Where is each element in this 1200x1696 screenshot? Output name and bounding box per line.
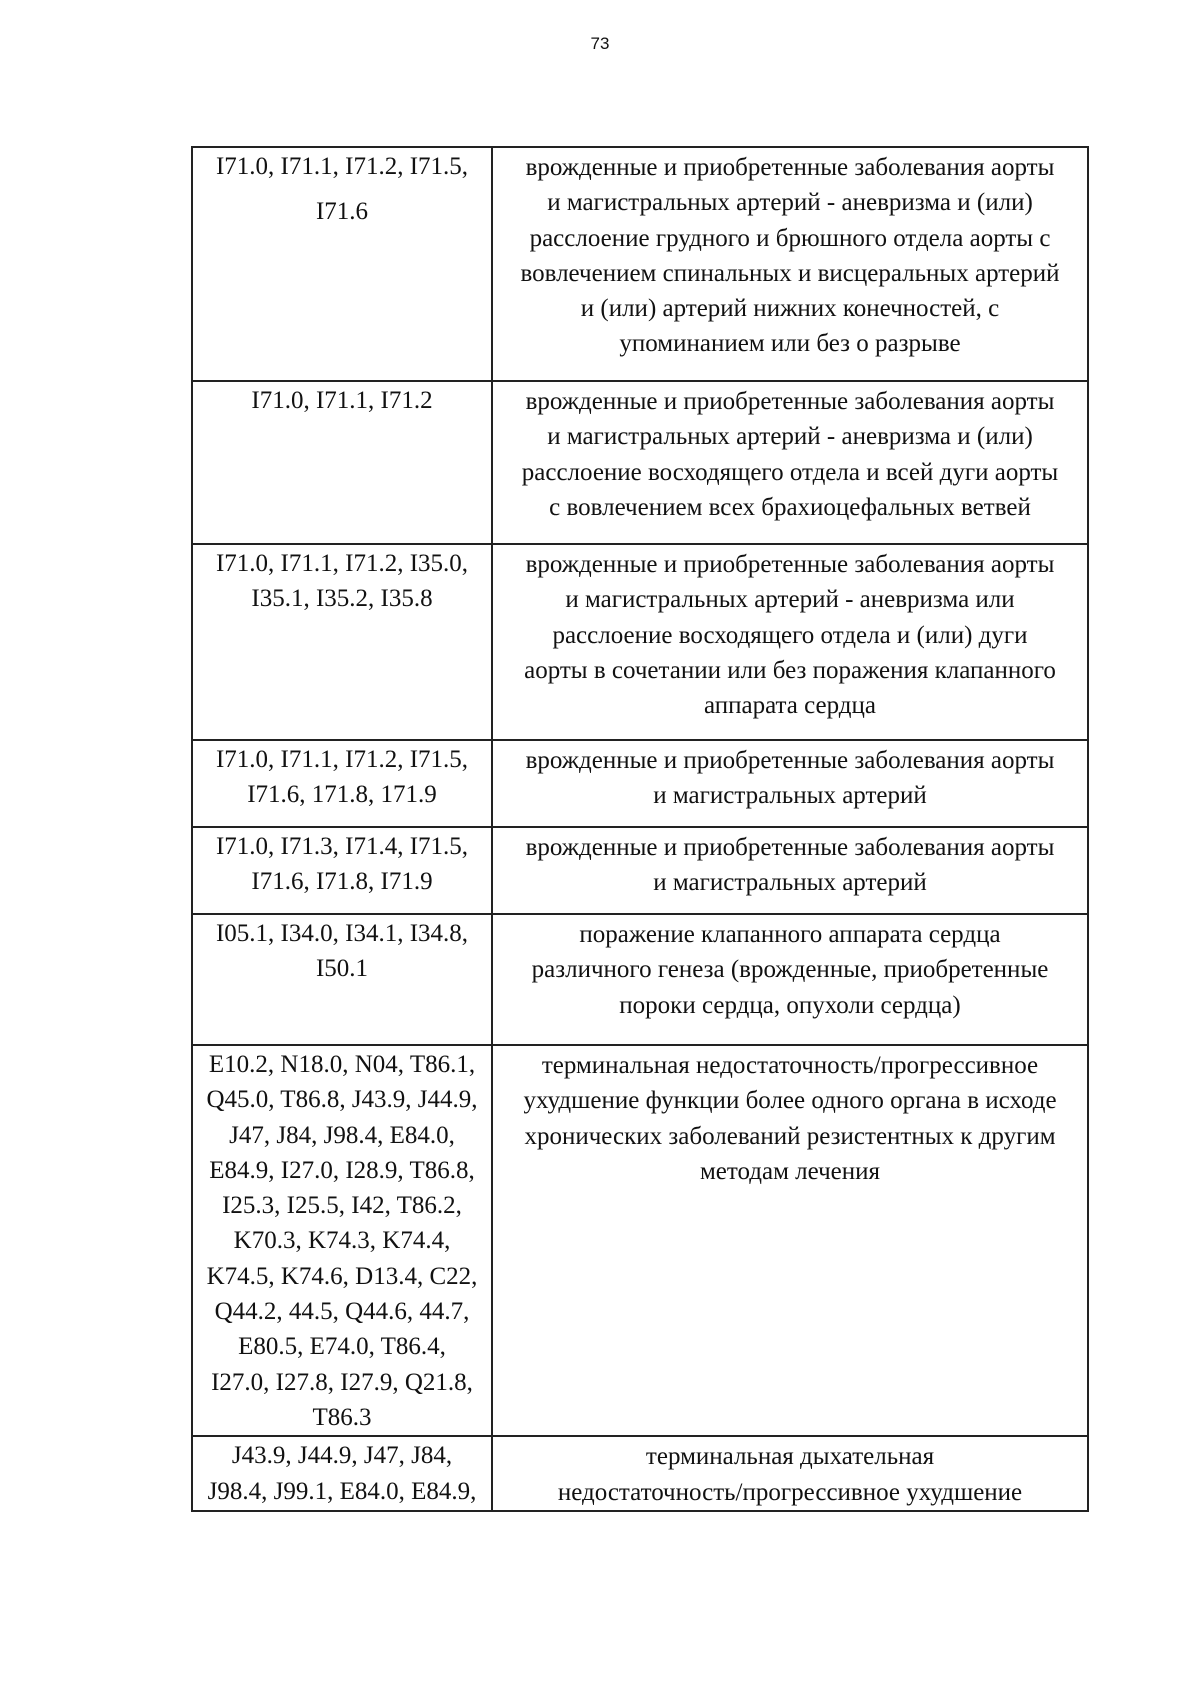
table-row — [192, 544, 1088, 740]
page-number: 73 — [590, 34, 610, 53]
icd-codes-cell — [192, 740, 492, 827]
description-line: врожденные и приобретенные заболевания аорты — [525, 388, 1055, 415]
icd-codes-cell — [192, 147, 492, 381]
description-line: и (или) артерий нижних конечностей, с — [580, 295, 1000, 323]
diagnosis-description-cell — [492, 1045, 1088, 1436]
description-line: аппарата сердца — [703, 692, 876, 720]
table-row — [192, 740, 1088, 827]
icd-code-line: I71.6, 171.8, 171.9 — [247, 781, 437, 809]
description-line: врожденные и приобретенные заболевания аорты — [525, 834, 1055, 861]
icd-code-line: I71.6, I71.8, I71.9 — [251, 868, 433, 896]
description-line: врожденные и приобретенные заболевания аорты — [525, 747, 1055, 774]
diagnosis-description-cell — [492, 740, 1088, 827]
table-row — [192, 1436, 1088, 1511]
description-line: и магистральных артерий - аневризма и (или) — [547, 189, 1033, 217]
description-line: поражение клапанного аппарата сердца — [579, 921, 1001, 948]
description-line: врожденные и приобретенные заболевания аорты — [525, 154, 1055, 181]
diagnosis-description-cell — [492, 1436, 1088, 1511]
icd-code-line: E80.5, E74.0, T86.4, — [238, 1333, 446, 1361]
description-line: различного генеза (врожденные, приобретенные — [531, 956, 1049, 984]
description-line: терминальная дыхательная — [645, 1443, 935, 1471]
description-line: врожденные и приобретенные заболевания аорты — [525, 551, 1055, 578]
description-line: и магистральных артерий - аневризма или — [565, 586, 1015, 614]
description-line: с вовлечением всех брахиоцефальных ветвей — [549, 493, 1031, 521]
icd-codes-cell — [192, 1045, 492, 1436]
icd-code-line: K70.3, K74.3, K74.4, — [233, 1227, 451, 1255]
table-row — [192, 914, 1088, 1045]
icd-codes-cell — [192, 381, 492, 544]
description-line: недостаточность/прогрессивное ухудшение — [557, 1478, 1023, 1506]
description-line: хронических заболеваний резистентных к другим — [524, 1122, 1056, 1150]
icd-code-line: Q44.2, 44.5, Q44.6, 44.7, — [214, 1298, 470, 1326]
diagnosis-description-cell — [492, 544, 1088, 740]
icd-code-line: I27.0, I27.8, I27.9, Q21.8, — [211, 1368, 473, 1396]
icd-code-line: E84.9, I27.0, I28.9, T86.8, — [209, 1156, 475, 1184]
icd-code-line: I71.0, I71.1, I71.2 — [251, 387, 433, 414]
description-line: и магистральных артерий — [653, 782, 927, 810]
icd-code-line: I50.1 — [315, 955, 369, 983]
icd-code-line: J98.4, J99.1, E84.0, E84.9, — [207, 1477, 477, 1505]
icd-code-line: I71.0, I71.1, I71.2, I35.0, — [215, 550, 469, 577]
table-row — [192, 147, 1088, 381]
description-line: методам лечения — [699, 1157, 881, 1185]
description-line: терминальная недостаточность/прогрессивное — [541, 1052, 1039, 1079]
description-line: вовлечением спинальных и висцеральных артерий — [520, 259, 1060, 287]
description-line: пороки сердца, опухоли сердца) — [619, 991, 961, 1019]
icd-code-line: I35.1, I35.2, I35.8 — [251, 585, 433, 613]
description-line: ухудшение функции более одного органа в исходе — [523, 1087, 1057, 1115]
icd-code-line: T86.3 — [312, 1403, 372, 1431]
icd-codes-cell — [192, 827, 492, 914]
description-line: и магистральных артерий — [653, 869, 927, 897]
icd-code-line: I05.1, I34.0, I34.1, I34.8, — [215, 920, 469, 947]
icd-code-line: I25.3, I25.5, I42, T86.2, — [222, 1192, 462, 1220]
icd-code-line: I71.0, I71.3, I71.4, I71.5, — [215, 833, 469, 860]
diagnosis-description-cell — [492, 381, 1088, 544]
icd-code-line: K74.5, K74.6, D13.4, C22, — [206, 1262, 478, 1290]
description-line: аорты в сочетании или без поражения клапанного — [524, 656, 1056, 684]
icd-code-line: I71.6 — [315, 198, 369, 226]
icd-codes-cell — [192, 544, 492, 740]
icd-codes-table — [191, 146, 1089, 1512]
description-line: расслоение грудного и брюшного отдела аорты с — [529, 224, 1051, 252]
icd-code-line: E10.2, N18.0, N04, T86.1, — [208, 1051, 476, 1078]
diagnosis-description-cell — [492, 147, 1088, 381]
icd-code-line: J47, J84, J98.4, E84.0, — [229, 1121, 455, 1149]
icd-code-line: J43.9, J44.9, J47, J84, — [231, 1442, 453, 1470]
description-line: расслоение восходящего отдела и всей дуги аорты — [521, 458, 1059, 486]
icd-codes-cell — [192, 1436, 492, 1511]
icd-code-line: Q45.0, T86.8, J43.9, J44.9, — [206, 1086, 478, 1114]
diagnosis-description-cell — [492, 914, 1088, 1045]
table-row — [192, 381, 1088, 544]
description-line: расслоение восходящего отдела и (или) дуги — [552, 621, 1028, 649]
table-row — [192, 1045, 1088, 1436]
diagnosis-description-cell — [492, 827, 1088, 914]
icd-code-line: I71.0, I71.1, I71.2, I71.5, — [215, 746, 469, 773]
table-row — [192, 827, 1088, 914]
description-line: упоминанием или без о разрыве — [619, 330, 961, 358]
description-line: и магистральных артерий - аневризма и (или) — [547, 423, 1033, 451]
icd-codes-cell — [192, 914, 492, 1045]
icd-code-line: I71.0, I71.1, I71.2, I71.5, — [215, 153, 469, 180]
